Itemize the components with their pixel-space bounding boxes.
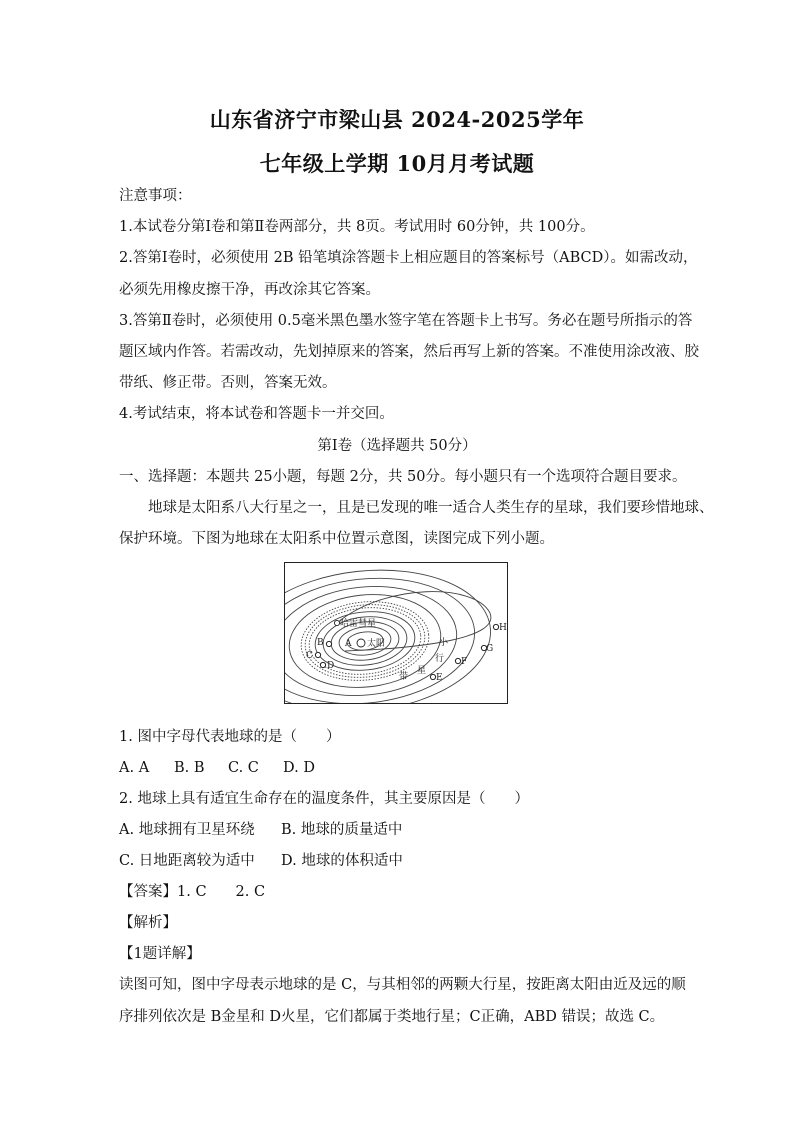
planet-e-marker — [430, 674, 435, 679]
section-title: 第Ⅰ卷（选择题共 50分） — [317, 438, 477, 454]
q2-option-a: A. 地球拥有卫星环绕 — [119, 822, 255, 838]
notice-heading: 注意事项： — [119, 188, 192, 204]
notice-item-2b: 必须先用橡皮擦干净，再改涂其它答案。 — [119, 282, 380, 298]
planet-g-label: G — [486, 644, 494, 654]
passage-line-1: 地球是太阳系八大行星之一，且是已发现的唯一适合人类生存的星球，我们要珍惜地球、 — [148, 500, 714, 516]
notice-item-3b: 题区域内作答。若需改动，先划掉原来的答案，然后再写上新的答案。不准使用涂改液、胶 — [119, 344, 699, 360]
planet-c-marker — [315, 652, 320, 657]
page-title: 山东省济宁市梁山县 2024-2025学年 — [209, 107, 585, 132]
planet-h-label: H — [499, 623, 507, 633]
solar-system-diagram — [285, 563, 507, 703]
planet-b-marker — [326, 641, 331, 646]
detail1-heading: 【1题详解】 — [119, 946, 201, 962]
detail1-line-1: 读图可知，图中字母表示地球的是 C，与其相邻的两颗大行星，按距离太阳由近及远的顺 — [119, 977, 686, 993]
q2-option-b: B. 地球的质量适中 — [281, 822, 403, 838]
sun-marker — [357, 639, 365, 647]
asteroid-belt-label-4: 带 — [399, 672, 409, 682]
notice-item-2a: 2.答第Ⅰ卷时，必须使用 2B 铅笔填涂答题卡上相应题目的答案标号（ABCD）。如需改动， — [119, 250, 698, 266]
q1-option-d: D. D — [283, 760, 315, 776]
asteroid-belt-label-3: 星 — [417, 666, 427, 676]
asteroid-belt-label-2: 行 — [435, 654, 445, 664]
planet-f-label: F — [461, 657, 468, 667]
comet-label: 哈雷彗星 — [340, 619, 377, 629]
answer-line: 【答案】1. C 2. C — [119, 884, 266, 900]
passage-line-2: 保护环境。下图为地球在太阳系中位置示意图，读图完成下列小题。 — [119, 531, 554, 547]
notice-item-3a: 3.答第Ⅱ卷时，必须使用 0.5毫米黑色墨水签字笔在答题卡上书写。务必在题号所指示的答 — [119, 313, 693, 329]
planet-c-label: C — [306, 651, 313, 661]
detail1-line-2: 序排列依次是 B金星和 D火星，它们都属于类地行星；C正确，ABD 错误；故选 C。 — [119, 1009, 665, 1025]
planet-d-label: D — [327, 661, 335, 671]
notice-item-1: 1.本试卷分第Ⅰ卷和第Ⅱ卷两部分，共 8页。考试用时 60分钟，共 100分。 — [119, 219, 595, 235]
q2-option-c: C. 日地距离较为适中 — [119, 853, 255, 869]
notice-item-3c: 带纸、修正带。否则，答案无效。 — [119, 375, 337, 391]
comet-marker — [334, 620, 339, 625]
q1-stem: 1. 图中字母代表地球的是（ ） — [119, 729, 341, 745]
solar-system-figure — [284, 562, 508, 704]
planet-h-marker — [493, 624, 498, 629]
page-subtitle: 七年级上学期 10月月考试题 — [259, 151, 535, 176]
planet-d-marker — [320, 662, 325, 667]
q1-option-b: B. B — [174, 760, 205, 776]
part1-instruction: 一、选择题：本题共 25小题，每题 2分，共 50分。每小题只有一个选项符合题目要求。 — [119, 469, 687, 485]
q1-option-a: A. A — [119, 760, 150, 776]
sun-label: 太阳 — [367, 639, 386, 649]
notice-item-4: 4.考试结束，将本试卷和答题卡一并交回。 — [119, 406, 394, 422]
asteroid-belt-label-1: 小 — [439, 638, 449, 648]
planet-a-label: A — [345, 639, 352, 649]
analysis-heading: 【解析】 — [119, 915, 177, 931]
q2-stem: 2. 地球上具有适宜生命存在的温度条件，其主要原因是（ ） — [119, 791, 529, 807]
planet-e-label: E — [436, 673, 443, 683]
q1-option-c: C. C — [228, 760, 259, 776]
planet-b-label: B — [317, 638, 324, 648]
q2-option-d: D. 地球的体积适中 — [281, 853, 403, 869]
planet-f-marker — [455, 658, 460, 663]
